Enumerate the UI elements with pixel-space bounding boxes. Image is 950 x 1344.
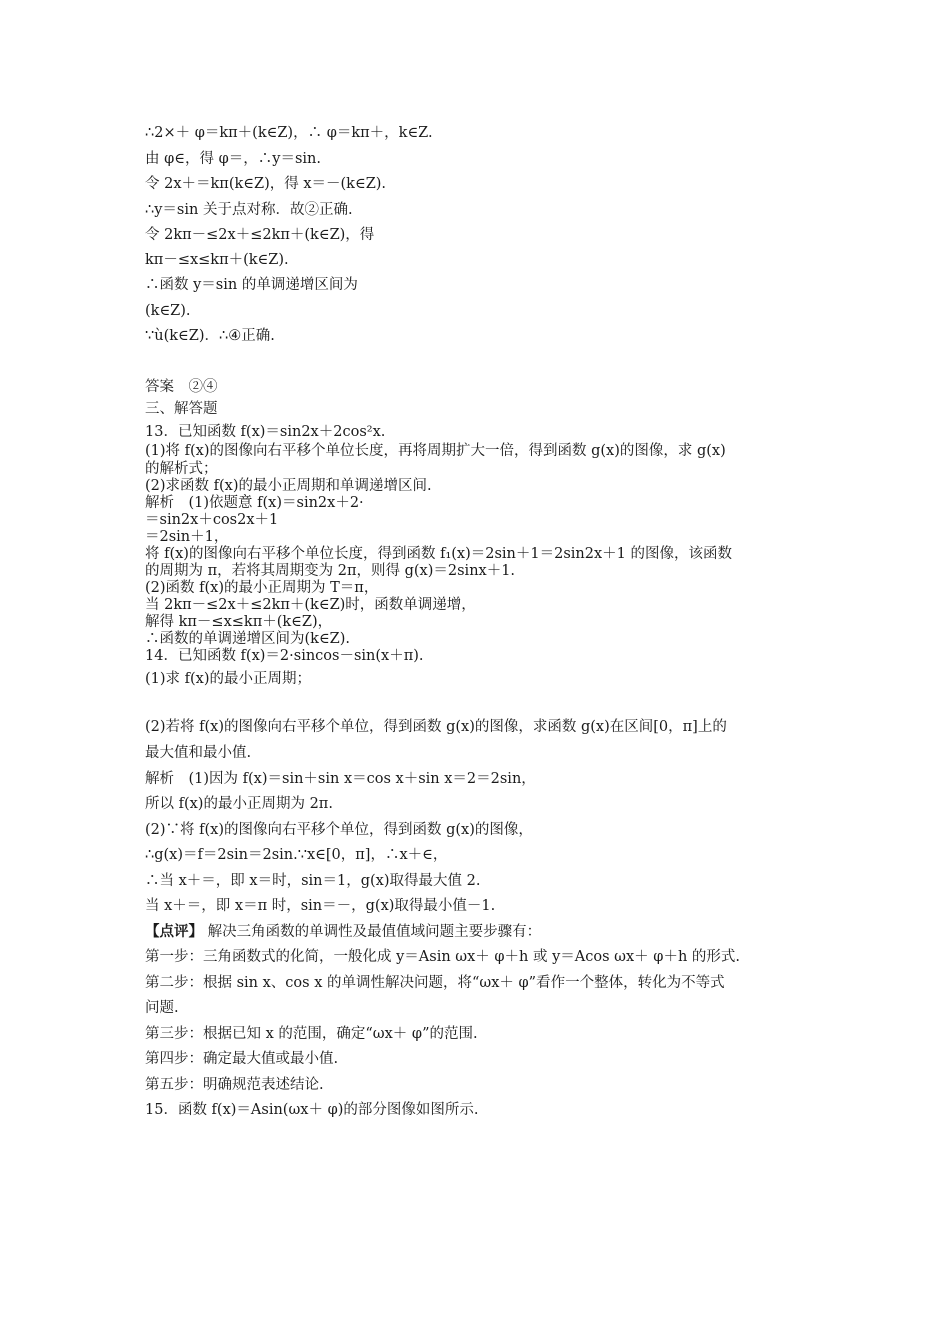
text-line: (2)函数 f(x)的最小正周期为 T＝π， [145, 580, 379, 596]
answer-line: 答案 ②④ [145, 379, 218, 395]
text-line: 令 2kπ－≤2x＋≤2kπ＋(k∈Z)，得 [145, 227, 375, 243]
text-line: (2)若将 f(x)的图像向右平移个单位，得到函数 g(x)的图像，求函数 g(x)在区间[0，π]上的 [145, 719, 727, 735]
text-line: ∴y＝sin 关于点对称．故②正确. [145, 202, 353, 218]
text-line: ∵ù(k∈Z)．∴④正确. [145, 328, 275, 344]
text-line: 第一步：三角函数式的化简，一般化成 y＝Asin ωx＋ φ＋h 或 y＝Acos ωx＋ φ＋h 的形式. [145, 949, 741, 965]
text-line: 由 φ∈，得 φ＝，∴y＝sin. [145, 151, 321, 167]
text-line: kπ－≤x≤kπ＋(k∈Z). [145, 252, 289, 268]
text-line: (2)∵将 f(x)的图像向右平移个单位，得到函数 g(x)的图像， [145, 822, 533, 838]
review-text: 解决三角函数的单调性及最值值域问题主要步骤有： [207, 924, 542, 940]
text-line: 将 f(x)的图像向右平移个单位长度，得到函数 f₁(x)＝2sin＋1＝2sin2x＋1 的图像，该函数 [145, 546, 732, 562]
text-line: ∴g(x)＝f＝2sin＝2sin.∵x∈[0，π]，∴x＋∈， [145, 847, 448, 863]
text-line: 当 x＋＝，即 x＝π 时，sin＝－，g(x)取得最小值－1. [145, 898, 496, 914]
text-line: 第五步：明确规范表述结论. [145, 1077, 324, 1093]
text-line: 当 2kπ－≤2x＋≤2kπ＋(k∈Z)时，函数单调递增， [145, 597, 476, 613]
text-line: 13．已知函数 f(x)＝sin2x＋2cos²x. [145, 424, 386, 440]
text-line: 第二步：根据 sin x、cos x 的单调性解决问题，将“ωx＋ φ”看作一个整体，转化为不等式 [145, 975, 725, 991]
text-line: 的解析式； [145, 461, 218, 477]
text-line: 问题. [145, 1000, 179, 1016]
text-line: 解析 (1)依题意 f(x)＝sin2x＋2· [145, 495, 364, 511]
text-line: ＝sin2x＋cos2x＋1 [145, 512, 279, 528]
review-line [145, 923, 825, 941]
text-line: 所以 f(x)的最小正周期为 2π. [145, 796, 333, 812]
text-line: 令 2x＋＝kπ(k∈Z)，得 x＝－(k∈Z). [145, 176, 387, 192]
text-line: 14．已知函数 f(x)＝2·sincos－sin(x＋π). [145, 648, 424, 664]
text-line: ∴2×＋ φ＝kπ＋(k∈Z)，∴ φ＝kπ＋，k∈Z. [145, 125, 433, 141]
section-title: 三、解答题 [145, 401, 218, 417]
text-line: ＝2sin＋1， [145, 529, 229, 545]
text-line: 最大值和最小值. [145, 745, 252, 761]
text-line: 解析 (1)因为 f(x)＝sin＋sin x＝cos x＋sin x＝2＝2sin， [145, 771, 536, 787]
text-line: ∴函数 y＝sin 的单调递增区间为 [145, 277, 358, 293]
text-line: ∴当 x＋＝，即 x＝时，sin＝1，g(x)取得最大值 2. [145, 873, 481, 889]
text-line: (k∈Z). [145, 303, 191, 319]
text-line: 第三步：根据已知 x 的范围，确定“ωx＋ φ”的范围. [145, 1026, 478, 1042]
text-line: ∴函数的单调递增区间为(k∈Z). [145, 631, 351, 647]
text-line: (1)求 f(x)的最小正周期； [145, 671, 312, 687]
text-line: 的周期为 π，若将其周期变为 2π，则得 g(x)＝2sinx＋1. [145, 563, 516, 579]
text-line: (1)将 f(x)的图像向右平移个单位长度，再将周期扩大一倍，得到函数 g(x)的图像，求 g(x) [145, 443, 726, 459]
text-line: (2)求函数 f(x)的最小正周期和单调递增区间. [145, 478, 432, 494]
text-line: 15．函数 f(x)＝Asin(ωx＋ φ)的部分图像如图所示. [145, 1102, 479, 1118]
review-label: 【点评】 [145, 923, 203, 940]
text-line: 解得 kπ－≤x≤kπ＋(k∈Z)， [145, 614, 333, 630]
text-line: 第四步：确定最大值或最小值. [145, 1051, 339, 1067]
